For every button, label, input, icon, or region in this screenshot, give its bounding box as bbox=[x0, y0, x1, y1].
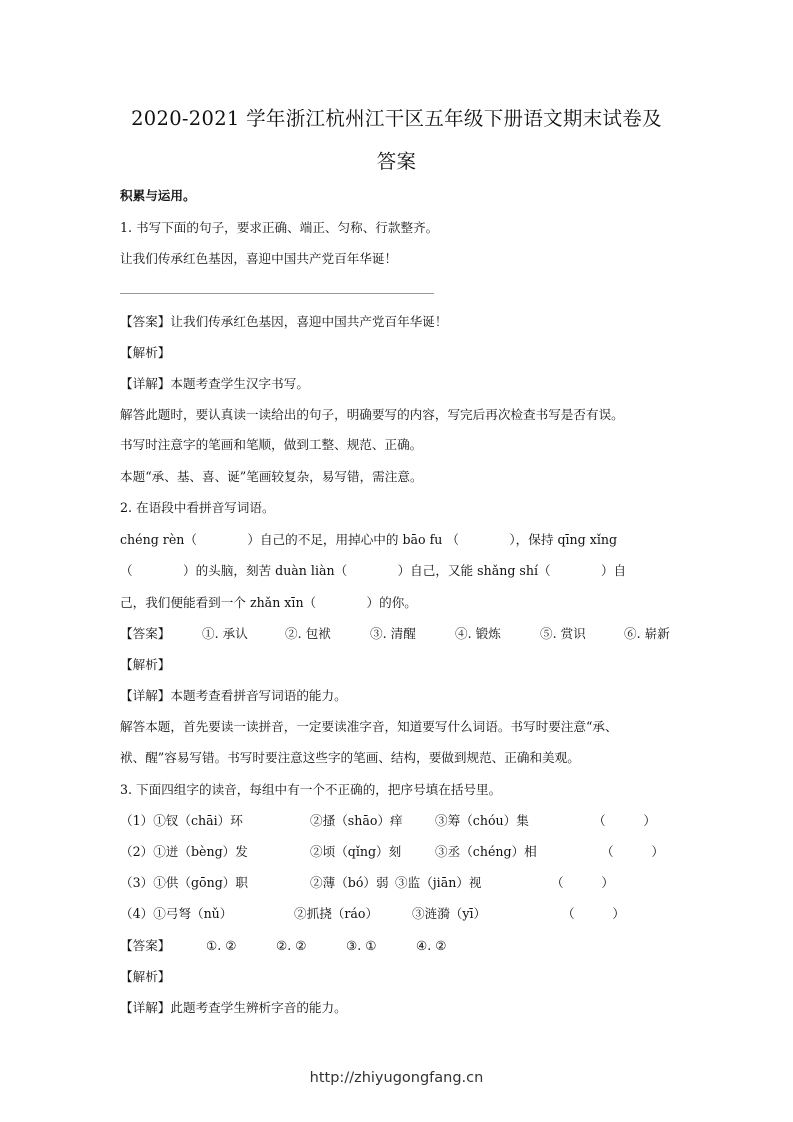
option-b: ②抓挠（ráo） bbox=[294, 906, 379, 921]
q2-passage-line-3: 己，我们便能看到一个 zhǎn xīn（ ）的你。 bbox=[120, 595, 417, 610]
document-title-line1: 2020-2021 学年浙江杭州江干区五年级下册语文期末试卷及 bbox=[131, 107, 662, 130]
q2-passage-line-2: （ ）的头脑，刻苦 duàn liàn（ ）自己，又能 shǎng shí（ ）自 bbox=[120, 563, 627, 578]
answer-item: ②. 包袱 bbox=[285, 626, 331, 641]
q2-answer bbox=[120, 626, 670, 642]
q3-analysis: 【解析】 bbox=[120, 969, 171, 984]
answer-item: ①. ② bbox=[206, 938, 237, 953]
q1-prompt: 1. 书写下面的句子，要求正确、端正、匀称、行款整齐。 bbox=[120, 220, 439, 235]
q3-row bbox=[120, 875, 614, 891]
answer-item: ①. 承认 bbox=[202, 626, 248, 641]
q1-sentence: 让我们传承红色基因，喜迎中国共产党百年华诞！ bbox=[120, 251, 398, 266]
footer-url[interactable]: http://zhiyugongfang.cn bbox=[309, 1070, 484, 1086]
answer-blank: （ ） bbox=[551, 875, 614, 890]
option-b: ②薄（bó）弱 bbox=[310, 875, 389, 890]
q1-analysis: 【解析】 bbox=[120, 345, 171, 360]
q3-prompt: 3. 下面四组字的读音，每组中有一个不正确的，把序号填在括号里。 bbox=[120, 782, 502, 797]
q2-passage-line-1: chéng rèn（ ）自己的不足，用掉心中的 bāo fu （ ），保持 qīng xǐng bbox=[120, 532, 618, 547]
q3-row bbox=[120, 813, 656, 829]
q1-paragraph-3: 本题“承、基、喜、诞”笔画较复杂，易写错，需注意。 bbox=[120, 469, 423, 484]
option-a: （4）①弓弩（nǔ） bbox=[120, 906, 233, 921]
answer-blank: （ ） bbox=[562, 906, 625, 921]
q1-paragraph-2: 书写时注意字的笔画和笔顺，做到工整、规范、正确。 bbox=[120, 437, 423, 452]
q3-answer bbox=[120, 938, 447, 954]
answer-blank: （ ） bbox=[601, 844, 664, 859]
q2-paragraph-2: 袱、醒”容易写错。书写时要注意这些字的笔画、结构，要做到规范、正确和美观。 bbox=[120, 750, 580, 765]
answer-item: ⑤. 赏识 bbox=[540, 626, 586, 641]
answer-item: ③. ① bbox=[346, 938, 377, 953]
answer-label: 【答案】 bbox=[120, 626, 171, 641]
option-a: （2）①迸（bèng）发 bbox=[120, 844, 248, 859]
option-c: ③涟漪（yī） bbox=[412, 906, 487, 921]
q2-detail: 【详解】本题考查看拼音写词语的能力。 bbox=[120, 688, 347, 703]
q1-detail: 【详解】本题考查学生汉字书写。 bbox=[120, 376, 309, 391]
answer-item: ②. ② bbox=[276, 938, 307, 953]
q2-prompt: 2. 在语段中看拼音写词语。 bbox=[120, 500, 275, 515]
document-title-line2: 答案 bbox=[376, 150, 417, 173]
q3-row bbox=[120, 906, 625, 922]
answer-label: 【答案】 bbox=[120, 938, 171, 953]
option-c: ③监（jiān）视 bbox=[395, 875, 482, 890]
q3-detail: 【详解】此题考查学生辨析字音的能力。 bbox=[120, 1000, 347, 1015]
answer-item: ⑥. 崭新 bbox=[624, 626, 670, 641]
section-heading: 积累与运用。 bbox=[120, 188, 196, 203]
answer-item: ④. ② bbox=[416, 938, 447, 953]
option-b: ②顷（qǐng）刻 bbox=[310, 844, 402, 859]
q2-paragraph-1: 解答本题，首先要读一读拼音，一定要读准字音，知道要写什么词语。书写时要注意“承、 bbox=[120, 719, 618, 734]
answer-blank: （ ） bbox=[593, 813, 656, 828]
option-c: ③丞（chéng）相 bbox=[435, 844, 537, 859]
q3-row bbox=[120, 844, 664, 860]
option-a: （1）①钗（chāi）环 bbox=[120, 813, 243, 828]
q1-paragraph-1: 解答此题时，要认真读一读给出的句子，明确要写的内容，写完后再次检查书写是否有误。 bbox=[120, 407, 624, 422]
option-b: ②搔（shāo）痒 bbox=[310, 813, 403, 828]
q1-answer: 【答案】让我们传承红色基因，喜迎中国共产党百年华诞！ bbox=[120, 314, 448, 329]
option-c: ③筹（chóu）集 bbox=[435, 813, 529, 828]
q2-analysis: 【解析】 bbox=[120, 657, 171, 672]
answer-item: ③. 清醒 bbox=[370, 626, 416, 641]
writing-line bbox=[120, 293, 434, 294]
answer-item: ④. 锻炼 bbox=[455, 626, 501, 641]
option-a: （3）①供（gōng）职 bbox=[120, 875, 248, 890]
